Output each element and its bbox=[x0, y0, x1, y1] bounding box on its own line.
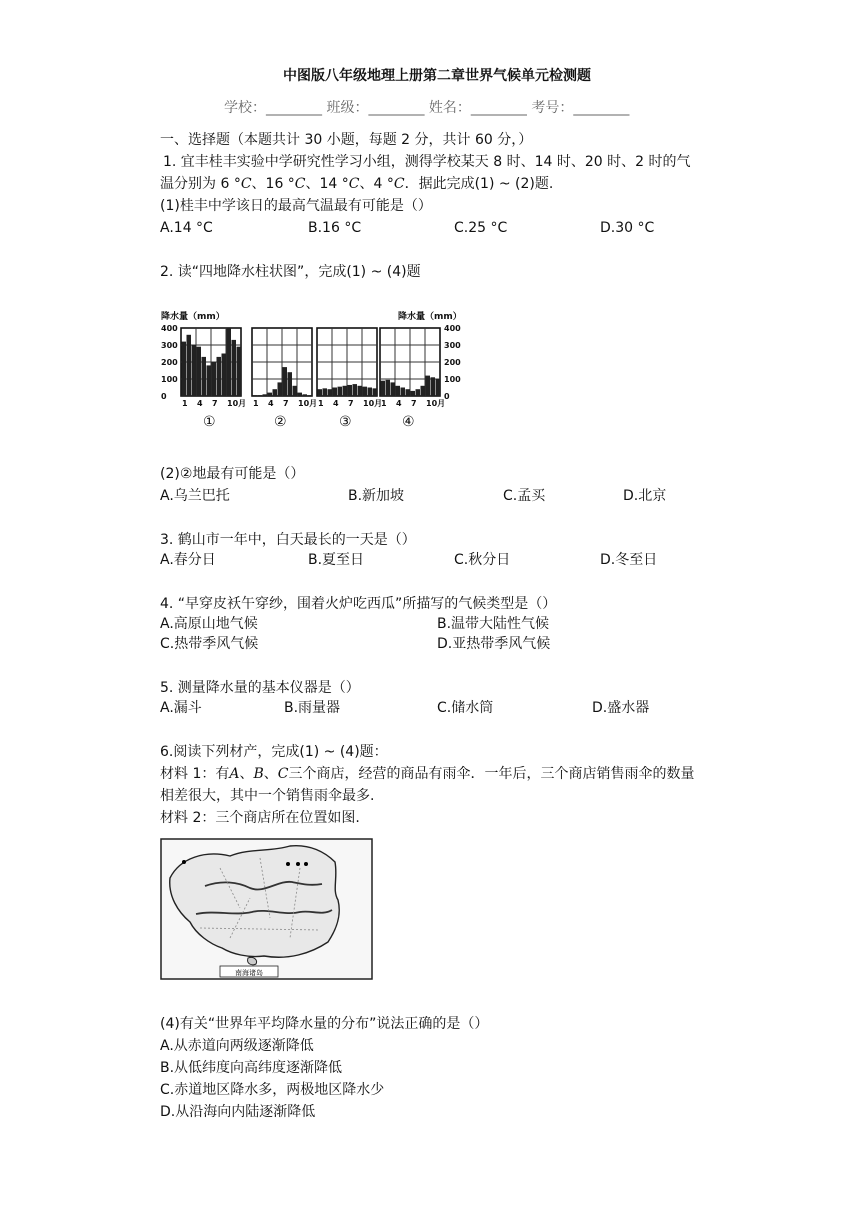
material-text: 三个商店，经营的商品有雨伞．一年后，三个商店销售雨伞的数量 bbox=[288, 766, 695, 782]
precip-bar bbox=[426, 376, 431, 396]
precip-bar bbox=[187, 335, 192, 396]
q2-sub2: (2)②地最有可能是（） bbox=[160, 466, 305, 482]
x-tick-label: 10月 bbox=[298, 399, 318, 408]
x-tick-label: 4 bbox=[197, 399, 203, 408]
q4-option-a: A.高原山地气候 bbox=[160, 616, 258, 632]
q1-option-d: D.30 °C bbox=[600, 220, 655, 236]
q1-stem-line1: 1. 宜丰桂丰实验中学研究性学习小组，测得学校某天 8 时、14 时、20 时、2 时的气 bbox=[163, 154, 691, 170]
q5-stem: 5. 测量降水量的基本仪器是（） bbox=[160, 680, 360, 696]
material-text: 材料 1：有 bbox=[160, 766, 230, 782]
precip-bar bbox=[381, 381, 386, 396]
precip-bar bbox=[207, 365, 212, 396]
q6-option-b: B.从低纬度向高纬度逐渐降低 bbox=[160, 1060, 343, 1076]
store-c-label: C bbox=[277, 766, 289, 782]
q5-option-d: D.盛水器 bbox=[592, 700, 650, 716]
store-b-label: B bbox=[253, 766, 264, 782]
unit-label: °C bbox=[341, 176, 360, 192]
precip-bar bbox=[237, 347, 242, 396]
precip-bar bbox=[323, 388, 328, 396]
x-tick-label: 1 bbox=[182, 399, 188, 408]
q1-stem-seg: 、16 bbox=[251, 176, 288, 192]
q6-material1-line1 bbox=[160, 764, 695, 784]
q1-option-c: C.25 °C bbox=[454, 220, 508, 236]
precip-bar bbox=[288, 372, 293, 396]
unit-label: °C bbox=[233, 176, 252, 192]
q3-option-c: C.秋分日 bbox=[454, 552, 511, 568]
q4-stem: 4. “早穿皮袄午穿纱，围着火炉吃西瓜”所描写的气候类型是（） bbox=[160, 596, 557, 612]
precip-bar bbox=[293, 386, 298, 396]
unit-label: °C bbox=[287, 176, 306, 192]
precip-bar bbox=[406, 389, 411, 396]
store-marker-4 bbox=[304, 862, 308, 866]
y-tick-label-right: 400 bbox=[444, 324, 461, 333]
q1-stem-seg: ．据此完成(1) ~ (2)题. bbox=[404, 176, 554, 192]
precip-bar bbox=[348, 385, 353, 396]
y-tick-label-left: 200 bbox=[161, 358, 178, 367]
precip-bar bbox=[416, 389, 421, 396]
precip-bar bbox=[232, 340, 237, 396]
q3-stem: 3. 鹤山市一年中，白天最长的一天是（） bbox=[160, 532, 416, 548]
q2-option-d: D.北京 bbox=[623, 488, 667, 504]
store-marker-2 bbox=[286, 862, 290, 866]
china-map-figure bbox=[160, 838, 374, 980]
precip-bar bbox=[401, 388, 406, 397]
material-text: 、 bbox=[263, 766, 278, 782]
precip-bar bbox=[263, 394, 268, 396]
q1-stem-seg: 、4 bbox=[359, 176, 387, 192]
y-axis-label-right: 降水量（mm） bbox=[398, 312, 462, 322]
material-text: 、 bbox=[239, 766, 254, 782]
x-tick-label: 4 bbox=[333, 399, 339, 408]
q1-option-b: B.16 °C bbox=[308, 220, 362, 236]
q5-option-c: C.储水筒 bbox=[437, 700, 494, 716]
q4-option-c: C.热带季风气候 bbox=[160, 636, 259, 652]
q3-option-d: D.冬至日 bbox=[600, 552, 658, 568]
precip-bar bbox=[391, 382, 396, 396]
precip-bar bbox=[192, 345, 197, 396]
precip-bar bbox=[396, 386, 401, 396]
y-tick-label-right: 300 bbox=[444, 341, 461, 350]
precip-bar bbox=[333, 388, 338, 397]
precip-bar bbox=[253, 395, 258, 396]
q2-option-a: A.乌兰巴托 bbox=[160, 488, 230, 504]
q3-option-a: A.春分日 bbox=[160, 552, 216, 568]
precip-bar bbox=[386, 380, 391, 396]
precip-bar bbox=[222, 354, 227, 397]
q3-option-b: B.夏至日 bbox=[308, 552, 365, 568]
y-tick-label-right: 100 bbox=[444, 375, 461, 384]
panel-label: ③ bbox=[339, 414, 352, 430]
x-tick-label: 4 bbox=[268, 399, 274, 408]
panel-label: ① bbox=[203, 414, 216, 430]
precip-bar bbox=[343, 386, 348, 396]
q4-option-b: B.温带大陆性气候 bbox=[437, 616, 550, 632]
q1-option-a: A.14 °C bbox=[160, 220, 213, 236]
precip-bar bbox=[328, 389, 333, 396]
q1-stem-seg: 、14 bbox=[305, 176, 342, 192]
precipitation-chart bbox=[160, 302, 482, 436]
y-axis-label-left: 降水量（mm） bbox=[161, 312, 225, 322]
unit-label: °C bbox=[386, 176, 405, 192]
precip-bar bbox=[411, 391, 416, 396]
q5-option-b: B.雨量器 bbox=[284, 700, 341, 716]
y-tick-label-left: 100 bbox=[161, 375, 178, 384]
hainan-outline bbox=[248, 957, 257, 964]
precip-bar bbox=[217, 357, 222, 396]
q6-option-c: C.赤道地区降水多，两极地区降水少 bbox=[160, 1082, 385, 1098]
precip-bar bbox=[273, 389, 278, 396]
precip-bar bbox=[421, 386, 426, 396]
precip-bar bbox=[338, 387, 343, 396]
q1-stem-line2 bbox=[160, 174, 553, 194]
panel-label: ④ bbox=[402, 414, 415, 430]
precip-bar bbox=[268, 393, 273, 396]
precip-bar bbox=[182, 342, 187, 396]
q2-option-c: C.孟买 bbox=[503, 488, 546, 504]
x-tick-label: 7 bbox=[348, 399, 354, 408]
store-marker-1 bbox=[182, 860, 186, 864]
precip-bar bbox=[436, 379, 441, 396]
precip-bar bbox=[363, 387, 368, 396]
q1-stem-seg: 温分别为 6 bbox=[160, 176, 234, 192]
panel-label: ② bbox=[274, 414, 287, 430]
y-tick-label-right: 0 bbox=[444, 392, 450, 401]
q2-option-b: B.新加坡 bbox=[348, 488, 405, 504]
precip-bar bbox=[202, 357, 207, 396]
y-tick-label-left: 0 bbox=[161, 392, 167, 401]
section-header: 一、选择题（本题共计 30 小题，每题 2 分，共计 60 分，） bbox=[160, 132, 533, 148]
q6-option-a: A.从赤道向两级逐渐降低 bbox=[160, 1038, 314, 1054]
q6-sub4: (4)有关“世界年平均降水量的分布”说法正确的是（） bbox=[160, 1016, 489, 1032]
student-info-line: 学校：________ 班级：________ 姓名：________ 考号：________ bbox=[224, 100, 630, 116]
precip-bar bbox=[303, 394, 308, 396]
precip-bar bbox=[308, 395, 313, 396]
precip-bar bbox=[227, 328, 232, 396]
y-tick-label-right: 200 bbox=[444, 358, 461, 367]
q6-option-d: D.从沿海向内陆逐渐降低 bbox=[160, 1104, 316, 1120]
x-tick-label: 1 bbox=[253, 399, 259, 408]
x-tick-label: 7 bbox=[212, 399, 218, 408]
page-title: 中图版八年级地理上册第二章世界气候单元检测题 bbox=[283, 68, 591, 84]
q4-option-d: D.亚热带季风气候 bbox=[437, 636, 551, 652]
precip-bar bbox=[283, 367, 288, 396]
q5-option-a: A.漏斗 bbox=[160, 700, 202, 716]
precip-bar bbox=[212, 362, 217, 396]
precip-bar bbox=[373, 388, 378, 396]
x-tick-label: 1 bbox=[381, 399, 387, 408]
x-tick-label: 10月 bbox=[363, 399, 383, 408]
precip-bar bbox=[298, 393, 303, 396]
precip-bar bbox=[258, 395, 263, 396]
x-tick-label: 1 bbox=[318, 399, 324, 408]
q6-material1-line2: 相差很大，其中一个销售雨伞最多. bbox=[160, 788, 375, 804]
china-map-svg bbox=[160, 838, 374, 980]
y-tick-label-left: 400 bbox=[161, 324, 178, 333]
q6-stem: 6.阅读下列材产，完成(1) ~ (4)题： bbox=[160, 744, 388, 760]
precip-bar bbox=[278, 382, 283, 396]
precipitation-chart-svg bbox=[160, 302, 482, 436]
y-tick-label-left: 300 bbox=[161, 341, 178, 350]
precip-bar bbox=[197, 347, 202, 396]
precip-bar bbox=[318, 389, 323, 396]
x-tick-label: 10月 bbox=[426, 399, 446, 408]
q2-stem: 2. 读“四地降水柱状图”，完成(1) ~ (4)题 bbox=[160, 264, 421, 280]
q6-material2: 材料 2：三个商店所在位置如图. bbox=[160, 810, 360, 826]
x-tick-label: 7 bbox=[411, 399, 417, 408]
x-tick-label: 7 bbox=[283, 399, 289, 408]
x-tick-label: 4 bbox=[396, 399, 402, 408]
store-marker-3 bbox=[296, 862, 300, 866]
store-a-label: A bbox=[229, 766, 240, 782]
precip-bar bbox=[368, 388, 373, 397]
precip-bar bbox=[431, 377, 436, 396]
x-tick-label: 10月 bbox=[227, 399, 247, 408]
map-inset-label: 南海诸岛 bbox=[235, 969, 263, 977]
precip-bar bbox=[358, 386, 363, 396]
precip-bar bbox=[353, 384, 358, 396]
q1-sub1: (1)桂丰中学该日的最高气温最有可能是（） bbox=[160, 198, 432, 214]
